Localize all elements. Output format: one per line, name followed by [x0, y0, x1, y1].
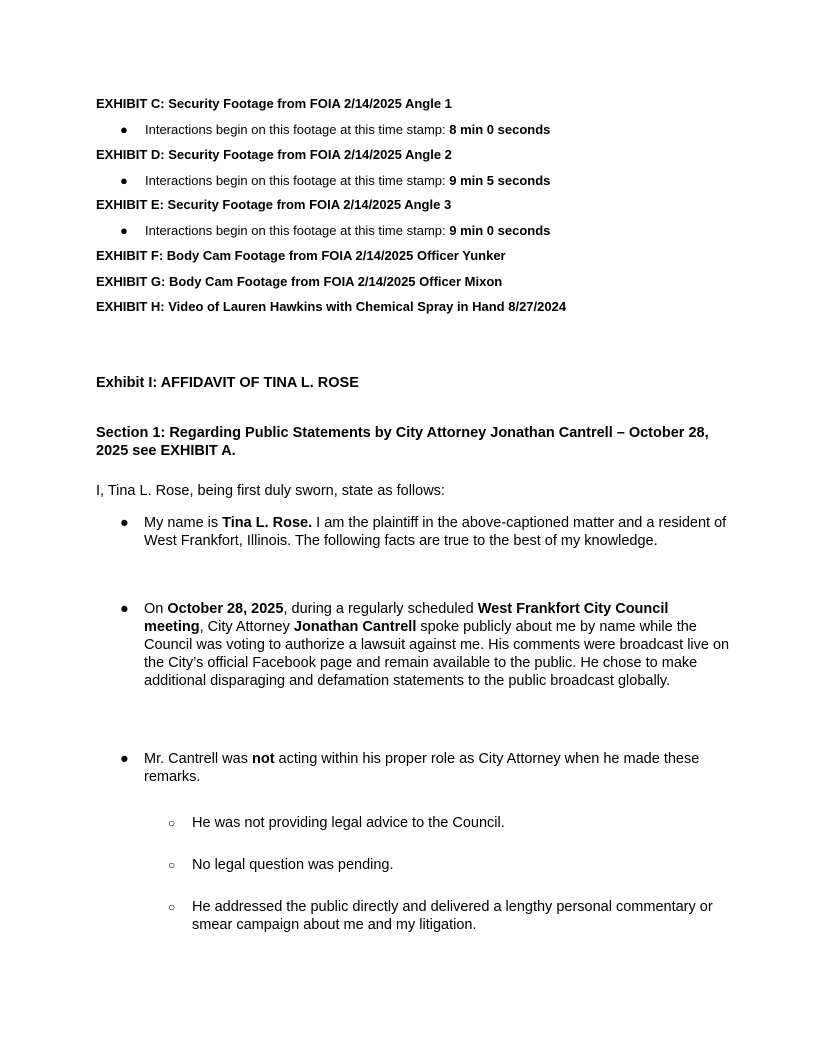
sub-bullet-mark: ○: [168, 816, 176, 830]
section-heading: Section 1: Regarding Public Statements by City Attorney Jonathan Cantrell – October 28, 2025 see EXHIBIT A.: [96, 425, 709, 459]
bullet-mark: ●: [120, 122, 128, 137]
exhibit-d-note: ● Interactions begin on this footage at this time stamp: 9 min 5 seconds: [120, 173, 551, 188]
affidavit-title: Exhibit I: AFFIDAVIT OF TINA L. ROSE: [96, 375, 359, 391]
bullet-item-name: ● My name is Tina L. Rose. I am the plaintiff in the above-captioned matter and a resident of West Frankfort, Illinois. The following facts are true to the best of my knowledge.: [120, 515, 727, 549]
exhibit-h-title: EXHIBIT H: Video of Lauren Hawkins with Chemical Spray in Hand 8/27/2024: [96, 299, 567, 314]
sub-bullet-item: ○ He was not providing legal advice to the Council.: [168, 815, 505, 831]
bullet-mark: ●: [120, 601, 129, 617]
sub-bullet-item: ○ He addressed the public directly and delivered a lengthy personal commentary or smear campaign about me and my litigation.: [168, 899, 713, 933]
exhibit-c-title: EXHIBIT C: Security Footage from FOIA 2/14/2025 Angle 1: [96, 96, 452, 111]
sub-bullet-item: ○ No legal question was pending.: [168, 857, 394, 873]
sub-bullet-mark: ○: [168, 900, 176, 914]
sub-bullet-mark: ○: [168, 858, 176, 872]
exhibit-f-title: EXHIBIT F: Body Cam Footage from FOIA 2/14/2025 Officer Yunker: [96, 248, 506, 263]
bullet-mark: ●: [120, 751, 129, 767]
bullet-item-meeting: ● On October 28, 2025, during a regularly scheduled West Frankfort City Council meeting, City Attorney Jonathan Cantrell spoke publicly about me by name while the Council was voting to authorize a lawsuit against me. His comments were broadcast live on the City’s official Facebook page and remain available to the public. He chose to make additional disparaging and defamation statements to the public broadcast globally.: [120, 601, 730, 689]
exhibit-g-title: EXHIBIT G: Body Cam Footage from FOIA 2/14/2025 Officer Mixon: [96, 274, 503, 289]
bullet-mark: ●: [120, 173, 128, 188]
exhibit-e-title: EXHIBIT E: Security Footage from FOIA 2/14/2025 Angle 3: [96, 197, 452, 212]
exhibit-e-note: ● Interactions begin on this footage at this time stamp: 9 min 0 seconds: [120, 223, 551, 238]
exhibit-d-title: EXHIBIT D: Security Footage from FOIA 2/14/2025 Angle 2: [96, 147, 452, 162]
affidavit-intro: I, Tina L. Rose, being first duly sworn, state as follows:: [96, 483, 445, 499]
exhibit-c-note: ● Interactions begin on this footage at this time stamp: 8 min 0 seconds: [120, 122, 551, 137]
bullet-item-role: ● Mr. Cantrell was not acting within his proper role as City Attorney when he made these remarks.: [120, 751, 700, 785]
bullet-mark: ●: [120, 515, 129, 531]
bullet-mark: ●: [120, 223, 128, 238]
